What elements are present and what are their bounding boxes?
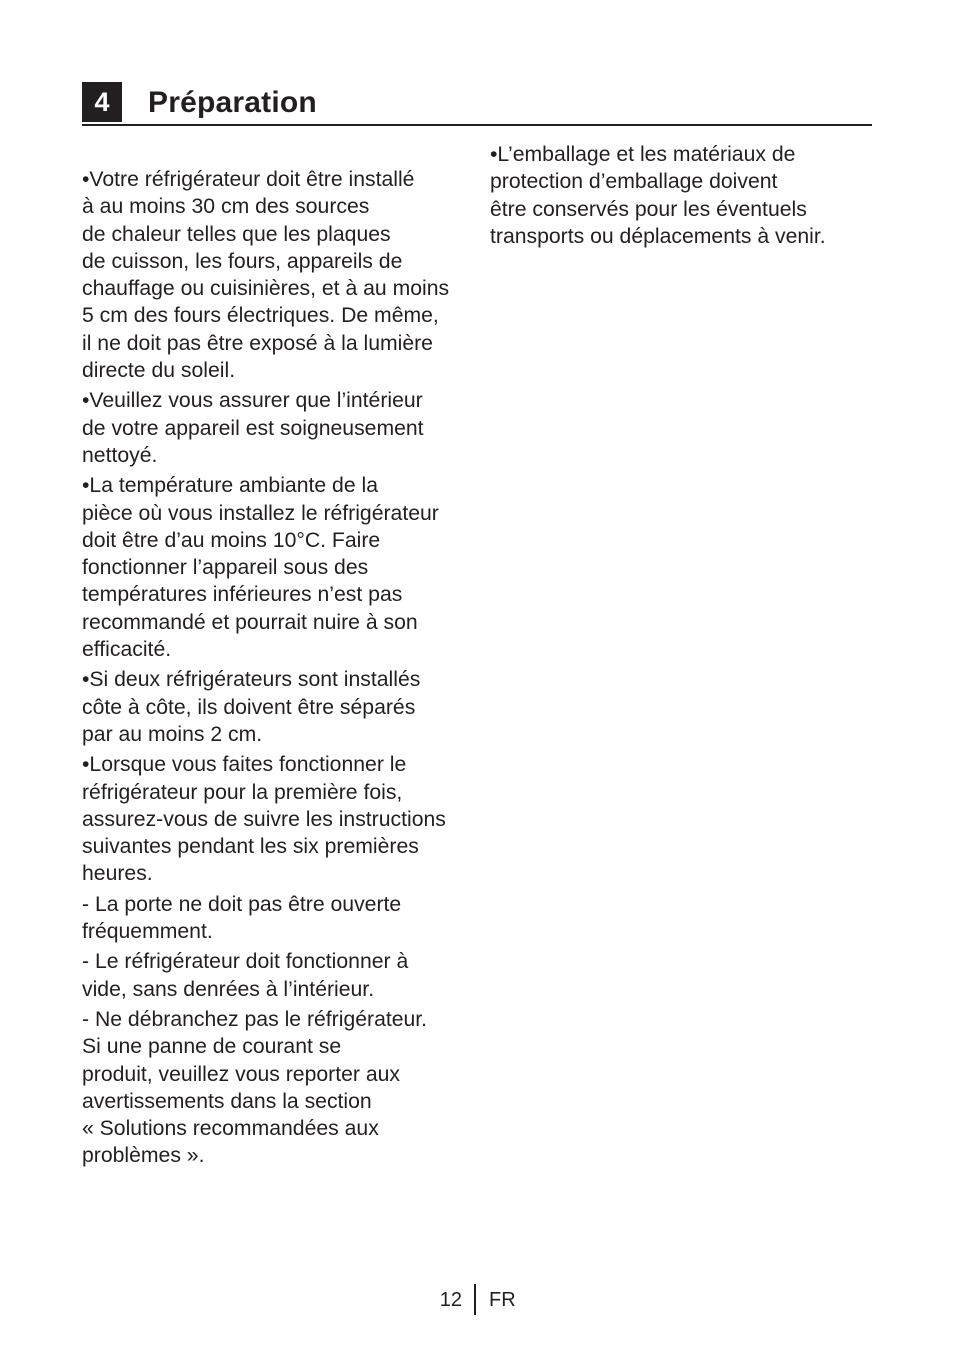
paragraph-installation-distance: •Votre réfrigérateur doit être installé à au moins 30 cm des sources de chaleur telles que les plaques de cuisson, les fours, appareils de chauffage ou cuisinières, et à au moins 5 cm des fours électriques. De même, il ne doit pas être exposé à la lumière directe du soleil. (82, 168, 450, 383)
page-footer (0, 1284, 954, 1316)
paragraph-empty-run: - Le réfrigérateur doit fonctionner à vide, sans denrées à l’intérieur. (82, 950, 409, 1001)
paragraph-interior-cleaning: •Veuillez vous assurer que l’intérieur de votre appareil est soigneusement nettoyé. (82, 389, 424, 467)
left-column (82, 166, 467, 1173)
right-column (490, 141, 855, 253)
section-number-badge: 4 (82, 82, 122, 122)
paragraph-first-use: •Lorsque vous faites fonctionner le réfrigérateur pour la première fois, assurez-vous de suivre les instructions suivantes pendant les six premières heures. (82, 753, 446, 886)
paragraph-do-not-unplug: - Ne débranchez pas le réfrigérateur. Si une panne de courant se produit, veuillez vous reporter aux avertissements dans la section « Solutions recommandées aux problèmes ». (82, 1007, 428, 1168)
section-title: Préparation (148, 86, 317, 119)
language-code: FR (489, 1289, 516, 1311)
paragraph-packaging: •L’emballage et les matériaux de protection d’emballage doivent être conservés pour les éventuels transports ou déplacements à venir. (490, 143, 826, 248)
page-number: 12 (439, 1289, 462, 1311)
paragraph-door-closed: - La porte ne doit pas être ouverte fréquemment. (82, 892, 402, 944)
paragraph-side-by-side: •Si deux réfrigérateurs sont installés côte à côte, ils doivent être séparés par au moins 2 cm. (82, 668, 421, 746)
section-header (82, 82, 872, 126)
footer-divider (474, 1284, 476, 1315)
paragraph-ambient-temperature: •La température ambiante de la pièce où vous installez le réfrigérateur doit être d’au moins 10°C. Faire fonctionner l’appareil sous des températures inférieures n’est pas recommandé et pourrait nuire à son efficacité. (82, 474, 439, 662)
